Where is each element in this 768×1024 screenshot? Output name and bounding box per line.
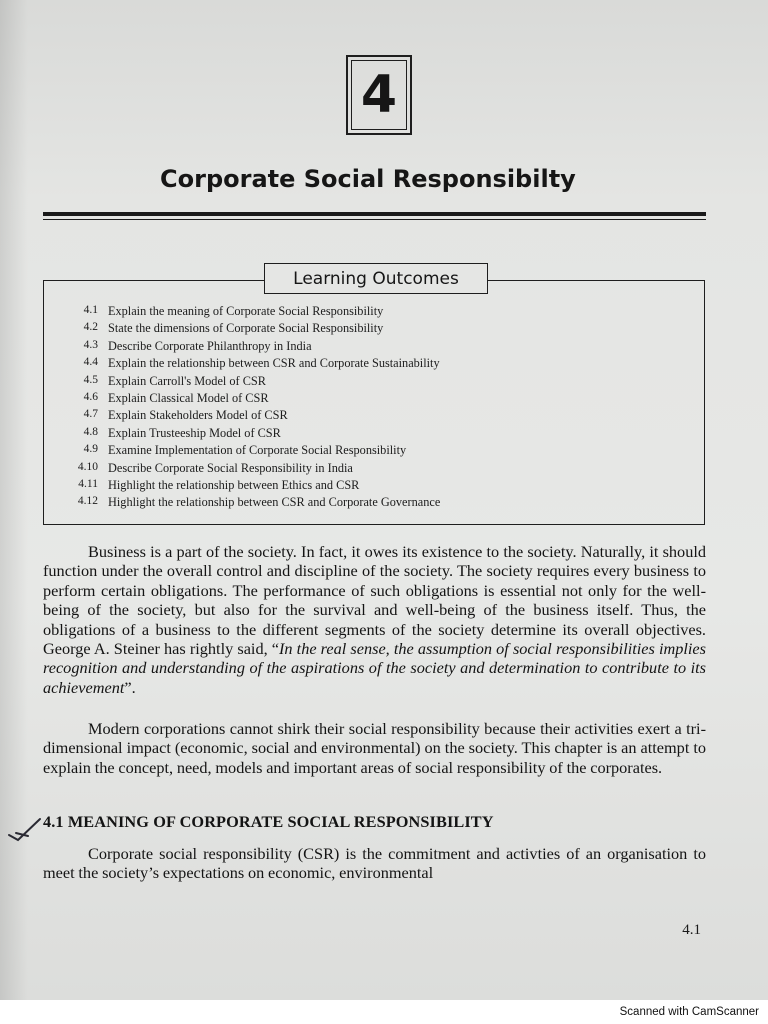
outcome-item	[68, 321, 440, 338]
outcome-number: 4.2	[83, 321, 98, 334]
outcome-item	[68, 443, 440, 460]
intro-text: Business is a part of the society. In fact, it owes its existence to the society. Naturally, it should function under the overall control and discipline of the society. The society requires every business to perform certain obligations. The performance of such obligations is essential not only for the well-being of the society, but also for the survival and well-being of the business itself. Thus, the obligations of a business to the different segments of the society determine its overall objectives. George A. Steiner has rightly said, “	[43, 542, 706, 659]
outcome-number: 4.3	[83, 338, 98, 351]
outcome-text: Describe Corporate Philanthropy in India	[108, 338, 312, 353]
outcome-item	[68, 426, 440, 443]
outcome-text: Highlight the relationship between Ethics and CSR	[108, 477, 360, 492]
outcome-number: 4.11	[78, 477, 98, 490]
csr-definition-paragraph: Corporate social responsibility (CSR) is the commitment and activties of an organisation to meet the society’s expectations on economic, environmental	[43, 844, 706, 883]
learning-outcomes-heading: Learning Outcomes	[264, 263, 488, 294]
outcome-text: Describe Corporate Social Responsibility in India	[108, 460, 353, 475]
outcome-number: 4.12	[77, 495, 98, 508]
outcome-text: Explain Classical Model of CSR	[108, 390, 269, 405]
chapter-title: Corporate Social Responsibilty	[160, 165, 576, 193]
section-heading: 4.1 MEANING OF CORPORATE SOCIAL RESPONSIBILITY	[43, 812, 494, 831]
outcome-item	[68, 408, 440, 425]
outcome-text: Examine Implementation of Corporate Social Responsibility	[108, 443, 407, 458]
learning-outcomes-list	[68, 304, 440, 513]
outcome-text: Explain Carroll's Model of CSR	[108, 373, 266, 388]
chapter-number: 4	[360, 65, 398, 125]
outcome-item	[68, 391, 440, 408]
intro-paragraph	[43, 542, 706, 697]
outcome-number: 4.5	[83, 373, 98, 386]
title-rule-thick	[43, 212, 706, 216]
quote-close: ”.	[124, 677, 136, 697]
scanner-watermark: Scanned with CamScanner	[619, 1006, 759, 1018]
outcome-number: 4.8	[83, 425, 98, 438]
outcome-number: 4.9	[83, 443, 98, 456]
outcome-number: 4.4	[83, 356, 98, 369]
modern-corporations-paragraph: Modern corporations cannot shirk their social responsibility because their activities exert a tri-dimensional impact (economic, social and environmental) on the society. This chapter is an attempt to explain the concept, need, models and important areas of social responsibility of the corporates.	[43, 719, 706, 777]
outcome-item	[68, 356, 440, 373]
chapter-number-box	[346, 55, 412, 135]
page-number: 4.1	[682, 922, 701, 938]
outcome-item	[68, 495, 440, 512]
outcome-text: State the dimensions of Corporate Social Responsibility	[108, 321, 384, 336]
steiner-quote: In the real sense, the assumption of social responsibilities implies recognition and understanding of the aspirations of the society and determination to contribute to its achievement	[43, 639, 706, 697]
title-rule-thin	[43, 219, 706, 220]
outcome-item	[68, 461, 440, 478]
outcome-text: Explain Trusteeship Model of CSR	[108, 425, 281, 440]
outcome-text: Highlight the relationship between CSR and Corporate Governance	[108, 495, 441, 510]
outcome-item	[68, 304, 440, 321]
outcome-item	[68, 339, 440, 356]
outcome-number: 4.10	[77, 460, 98, 473]
outcome-text: Explain the meaning of Corporate Social Responsibility	[108, 304, 384, 318]
outcome-number: 4.1	[83, 304, 98, 316]
outcome-number: 4.7	[83, 408, 98, 421]
outcome-item	[68, 374, 440, 391]
outcome-text: Explain the relationship between CSR and Corporate Sustainability	[108, 356, 440, 371]
outcome-number: 4.6	[83, 390, 98, 403]
outcome-text: Explain Stakeholders Model of CSR	[108, 408, 288, 423]
outcome-item	[68, 478, 440, 495]
